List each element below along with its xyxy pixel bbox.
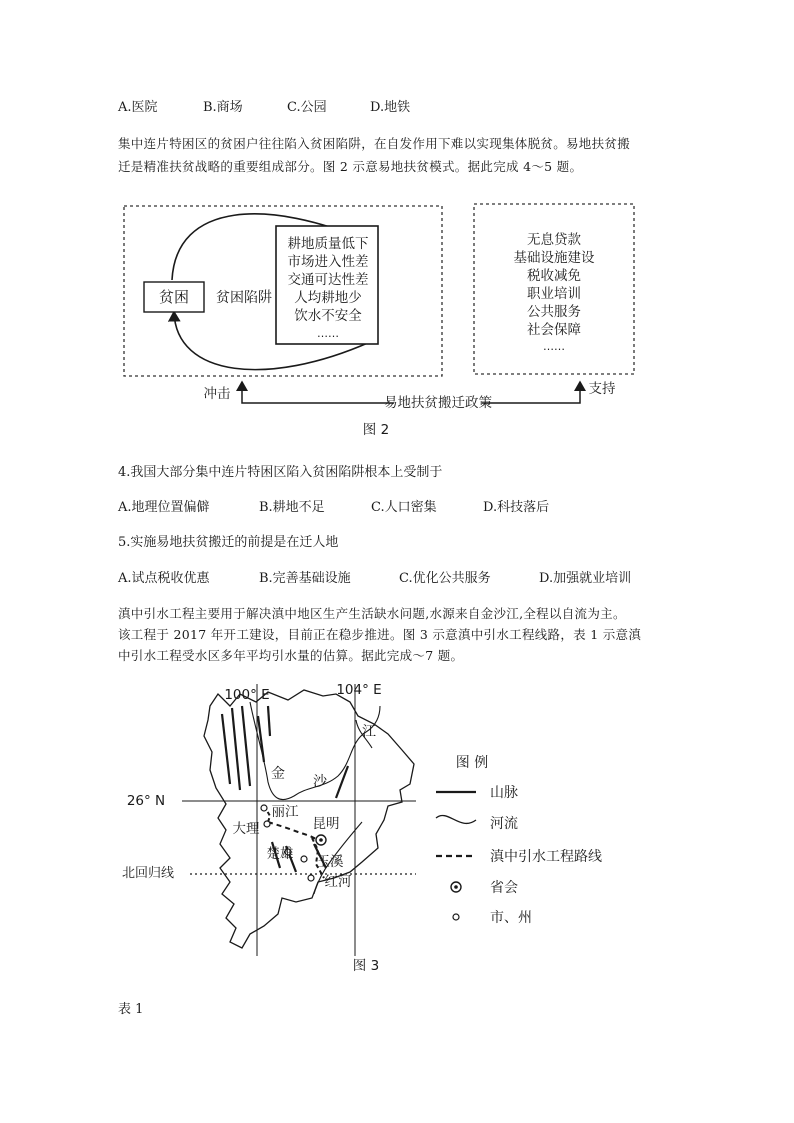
legend-city-symbol	[453, 914, 459, 920]
q4-option-d: D.科技落后	[483, 500, 550, 515]
kunming-marker-dot	[319, 838, 323, 842]
city-dali-label: 大理	[232, 821, 260, 837]
q4-stem: 4.我国大部分集中连片特困区陷入贫困陷阱根本上受制于	[118, 465, 443, 480]
city-yuxi-label: 玉溪	[316, 854, 344, 870]
intro-3-line-2: 该工程于 2017 年开工建设，目前正在稳步推进。图 3 示意滇中引水工程线路，表 1 示意滇	[118, 627, 642, 642]
yunnan-outline	[204, 690, 414, 948]
legend-capital-label: 省会	[490, 880, 518, 896]
figure-2-diagram	[118, 192, 640, 442]
q4-option-b: B.耕地不足	[259, 500, 325, 515]
impact-label: 冲击	[203, 386, 231, 402]
cause-item: 饮水不安全	[294, 308, 362, 324]
q3-option-d: D.地铁	[370, 100, 411, 115]
intro-3-line-1: 滇中引水工程主要用于解决滇中地区生产生活缺水问题,水源来自金沙江,全程以自流为主。	[118, 606, 626, 621]
intro-2-line-1: 集中连片特困区的贫困户往往陷入贫困陷阱，在自发作用下难以实现集体脱贫。易地扶贫搬	[118, 136, 631, 151]
support-arrow	[482, 382, 580, 403]
city-kunming-label: 昆明	[312, 816, 340, 832]
cause-item: ……	[317, 327, 339, 340]
lijiang-marker	[261, 805, 267, 811]
city-honghe-label: 红河	[324, 874, 352, 890]
map-legend	[436, 755, 602, 926]
legend-city-label: 市、州	[490, 910, 532, 926]
figure-2-caption: 图 2	[362, 422, 390, 438]
legend-river-label: 河流	[490, 816, 518, 832]
cause-item: 市场进入性差	[287, 254, 369, 270]
impact-arrow	[242, 382, 394, 403]
water-diversion-route-north	[266, 809, 270, 822]
city-lijiang-label: 丽江	[271, 804, 299, 820]
q5-stem: 5.实施易地扶贫搬迁的前提是在迁人地	[118, 535, 339, 550]
yuxi-marker	[301, 856, 307, 862]
support-list	[514, 231, 595, 353]
support-item: 社会保障	[527, 322, 581, 338]
legend-mountain-label: 山脉	[490, 785, 518, 801]
figure-3-caption: 图 3	[352, 958, 380, 974]
table-1-label: 表 1	[118, 1002, 144, 1017]
dali-marker	[264, 821, 270, 827]
poverty-trap-label: 贫困陷阱	[216, 290, 272, 306]
q4-option-c: C.人口密集	[371, 500, 437, 515]
lon-104e-label: 104° E	[336, 682, 382, 698]
tropic-label: 北回归线	[121, 866, 175, 881]
river-jin-label: 金	[271, 766, 285, 782]
q4-option-a: A.地理位置偏僻	[118, 500, 210, 515]
honghe-marker	[308, 875, 314, 881]
legend-title: 图 例	[455, 755, 489, 771]
support-item: 税收减免	[527, 268, 581, 284]
river-jiang-label: 江	[362, 724, 376, 740]
lon-100e-label: 100° E	[224, 687, 270, 703]
support-item: 无息贷款	[527, 232, 581, 248]
q3-option-c: C.公园	[287, 100, 327, 115]
q5-option-a: A.试点税收优惠	[118, 571, 210, 586]
legend-river-symbol	[436, 815, 476, 823]
q3-option-a: A.医院	[118, 100, 158, 115]
legend-route-label: 滇中引水工程路线	[490, 849, 602, 865]
cause-item: 人均耕地少	[294, 290, 362, 306]
river-sha-label: 沙	[313, 774, 327, 790]
intro-3-line-3: 中引水工程受水区多年平均引水量的估算。据此完成～7 题。	[118, 648, 464, 663]
q5-option-d: D.加强就业培训	[539, 571, 632, 586]
support-item: ……	[543, 340, 565, 353]
support-label: 支持	[588, 381, 616, 397]
q3-option-b: B.商场	[203, 100, 243, 115]
support-item: 基础设施建设	[513, 250, 595, 266]
cause-item: 耕地质量低下	[287, 236, 369, 252]
support-item: 公共服务	[527, 304, 581, 320]
q5-option-c: C.优化公共服务	[399, 571, 491, 586]
city-chuxiong-label: 楚雄	[266, 846, 294, 862]
support-item: 职业培训	[527, 286, 581, 302]
policy-label: 易地扶贫搬迁政策	[384, 395, 492, 411]
cause-item: 交通可达性差	[287, 272, 369, 288]
lat-26n-label: 26° N	[126, 793, 166, 809]
poverty-label: 贫困	[158, 288, 190, 306]
q5-option-b: B.完善基础设施	[259, 571, 351, 586]
figure-3-map	[118, 672, 635, 978]
intro-2-line-2: 迁是精准扶贫战略的重要组成部分。图 2 示意易地扶贫模式。据此完成 4～5 题。	[118, 159, 583, 174]
